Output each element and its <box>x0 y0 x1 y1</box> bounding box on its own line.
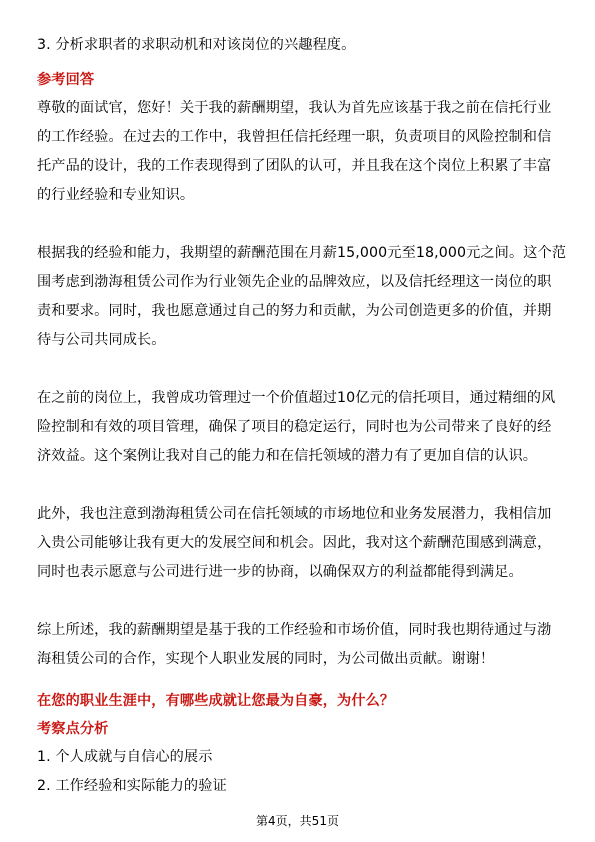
paragraph-4-line-1: 此外，我也注意到渤海租赁公司在信托领域的市场地位和业务发展潜力，我相信加 <box>37 506 552 522</box>
paragraph-1-line-4: 的行业经验和专业知识。 <box>37 187 195 203</box>
analysis-heading: 考察点分析 <box>37 721 109 737</box>
question-point-3: 3. 分析求职者的求职动机和对该岗位的兴趣程度。 <box>37 37 356 53</box>
analysis-item-2: 2. 工作经验和实际能力的验证 <box>37 778 227 794</box>
paragraph-4-line-3: 同时也表示愿意与公司进行进一步的协商，以确保双方的利益都能得到满足。 <box>37 564 523 580</box>
paragraph-1-line-2: 的工作经验。在过去的工作中，我曾担任信托经理一职，负责项目的风险控制和信 <box>37 129 552 145</box>
answer-heading: 参考回答 <box>37 72 95 88</box>
paragraph-5-line-2: 海租赁公司的合作，实现个人职业发展的同时，为公司做出贡献。谢谢！ <box>37 651 495 667</box>
next-question: 在您的职业生涯中，有哪些成就让您最为自豪，为什么？ <box>37 693 395 709</box>
paragraph-3-line-2: 险控制和有效的项目管理，确保了项目的稳定运行，同时也为公司带来了良好的经 <box>37 419 552 435</box>
paragraph-4-line-2: 入贵公司能够让我有更大的发展空间和机会。因此，我对这个薪酬范围感到满意， <box>37 535 552 551</box>
paragraph-2-line-2: 围考虑到渤海租赁公司作为行业领先企业的品牌效应，以及信托经理这一岗位的职 <box>37 274 552 290</box>
paragraph-3-line-3: 济效益。这个案例让我对自己的能力和在信托领域的潜力有了更加自信的认识。 <box>37 448 538 464</box>
paragraph-5-line-1: 综上所述，我的薪酬期望是基于我的工作经验和市场价值，同时我也期待通过与渤 <box>37 622 552 638</box>
paragraph-3-line-1: 在之前的岗位上，我曾成功管理过一个价值超过10亿元的信托项目，通过精细的风 <box>37 390 556 406</box>
paragraph-2-line-1: 根据我的经验和能力，我期望的薪酬范围在月薪15,000元至18,000元之间。这个范 <box>37 245 567 261</box>
paragraph-1-line-1: 尊敬的面试官，您好！关于我的薪酬期望，我认为首先应该基于我之前在信托行业 <box>37 100 552 116</box>
paragraph-1-line-3: 托产品的设计，我的工作表现得到了团队的认可，并且我在这个岗位上积累了丰富 <box>37 158 552 174</box>
paragraph-2-line-4: 待与公司共同成长。 <box>37 332 166 348</box>
analysis-item-1: 1. 个人成就与自信心的展示 <box>37 749 213 765</box>
page-footer: 第4页，共51页 <box>256 814 339 828</box>
paragraph-2-line-3: 责和要求。同时，我也愿意通过自己的努力和贡献，为公司创造更多的价值，并期 <box>37 303 552 319</box>
